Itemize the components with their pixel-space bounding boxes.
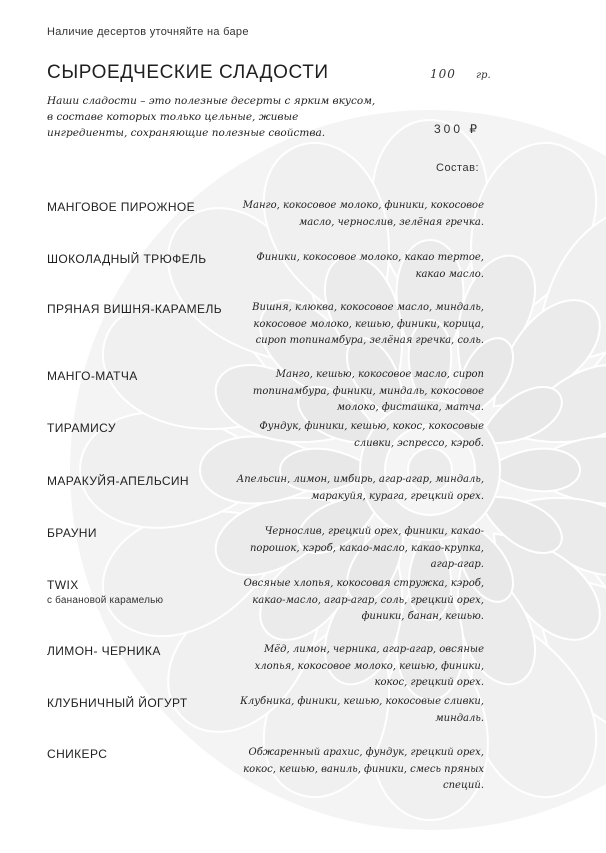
availability-note: Наличие десертов уточняйте на баре <box>47 26 249 38</box>
menu-item-name: ТИРАМИСУ <box>47 421 116 435</box>
composition-label: Состав: <box>436 162 479 174</box>
portion-unit: гр. <box>476 70 491 81</box>
menu-item-name: МАНГО-МАТЧА <box>47 369 138 383</box>
menu-item-name: ШОКОЛАДНЫЙ ТРЮФЕЛЬ <box>47 252 207 266</box>
menu-item-ingredients: Финики, кокосовое молоко, какао тертое, какао масло. <box>256 252 484 280</box>
menu-item-name: СНИКЕРС <box>47 747 108 761</box>
menu-item-name: БРАУНИ <box>47 526 97 540</box>
menu-item-name: МАНГОВОЕ ПИРОЖНОЕ <box>47 200 196 214</box>
menu-item-name: МАРАКУЙЯ-АПЕЛЬСИН <box>47 474 189 488</box>
menu-item-ingredients: Фундук, финики, кешью, кокос, кокосовые сливки, эспрессо, кэроб. <box>259 421 484 449</box>
section-title: СЫРОЕДЧЕСКИЕ СЛАДОСТИ <box>47 62 329 83</box>
menu-item-name: ЛИМОН- ЧЕРНИКА <box>47 644 161 658</box>
menu-item-ingredients: Обжаренный арахис, фундук, грецкий орех, кокос, кешью, ваниль, финики, смесь пряных специй. <box>243 747 484 791</box>
menu-item-name: КЛУБНИЧНЫЙ ЙОГУРТ <box>47 696 188 710</box>
menu-item-name: TWIX с банановой карамелью <box>47 578 164 606</box>
menu-item-ingredients: Вишня, клюква, кокосовое масло, миндаль, кокосовое молоко, кешью, финики, корица, сироп топинамбура, зелёная гречка, соль. <box>252 302 484 346</box>
menu-item-ingredients: Мёд, лимон, черника, агар-агар, овсяные хлопья, кокосовое молоко, кешью, финики, кокос, грецкий орех. <box>254 644 484 688</box>
menu-item-ingredients: Клубника, финики, кешью, кокосовые сливки, миндаль. <box>240 696 484 724</box>
price: 300 ₽ <box>434 122 480 136</box>
menu-item-ingredients: Манго, кокосовое молоко, финики, кокосовое масло, чернослив, зелёная гречка. <box>242 200 484 228</box>
intro-text: Наши сладости – это полезные десерты с ярким вкусом, в составе которых только цельные, живые ингредиенты, сохраняющие полезные свойства. <box>47 95 376 139</box>
menu-item-subtitle: с банановой карамелью <box>47 595 164 606</box>
menu-item-name: ПРЯНАЯ ВИШНЯ-КАРАМЕЛЬ <box>47 302 223 316</box>
menu-item-ingredients: Чернослив, грецкий орех, финики, какао-порошок, кэроб, какао-масло, какао-крупка, агар-агар. <box>249 526 484 570</box>
menu-item-ingredients: Манго, кешью, кокосовое масло, сироп топинамбура, финики, миндаль, кокосовое молоко, фисташка, матча. <box>252 369 484 413</box>
menu-item-ingredients: Овсяные хлопья, кокосовая стружка, кэроб, какао-масло, агар-агар, соль, грецкий орех, финики, банан, кешью. <box>243 578 484 622</box>
menu-item-ingredients: Апельсин, лимон, имбирь, агар-агар, миндаль, маракуйя, курага, грецкий орех. <box>236 474 484 502</box>
portion-weight: 100 <box>430 67 456 81</box>
